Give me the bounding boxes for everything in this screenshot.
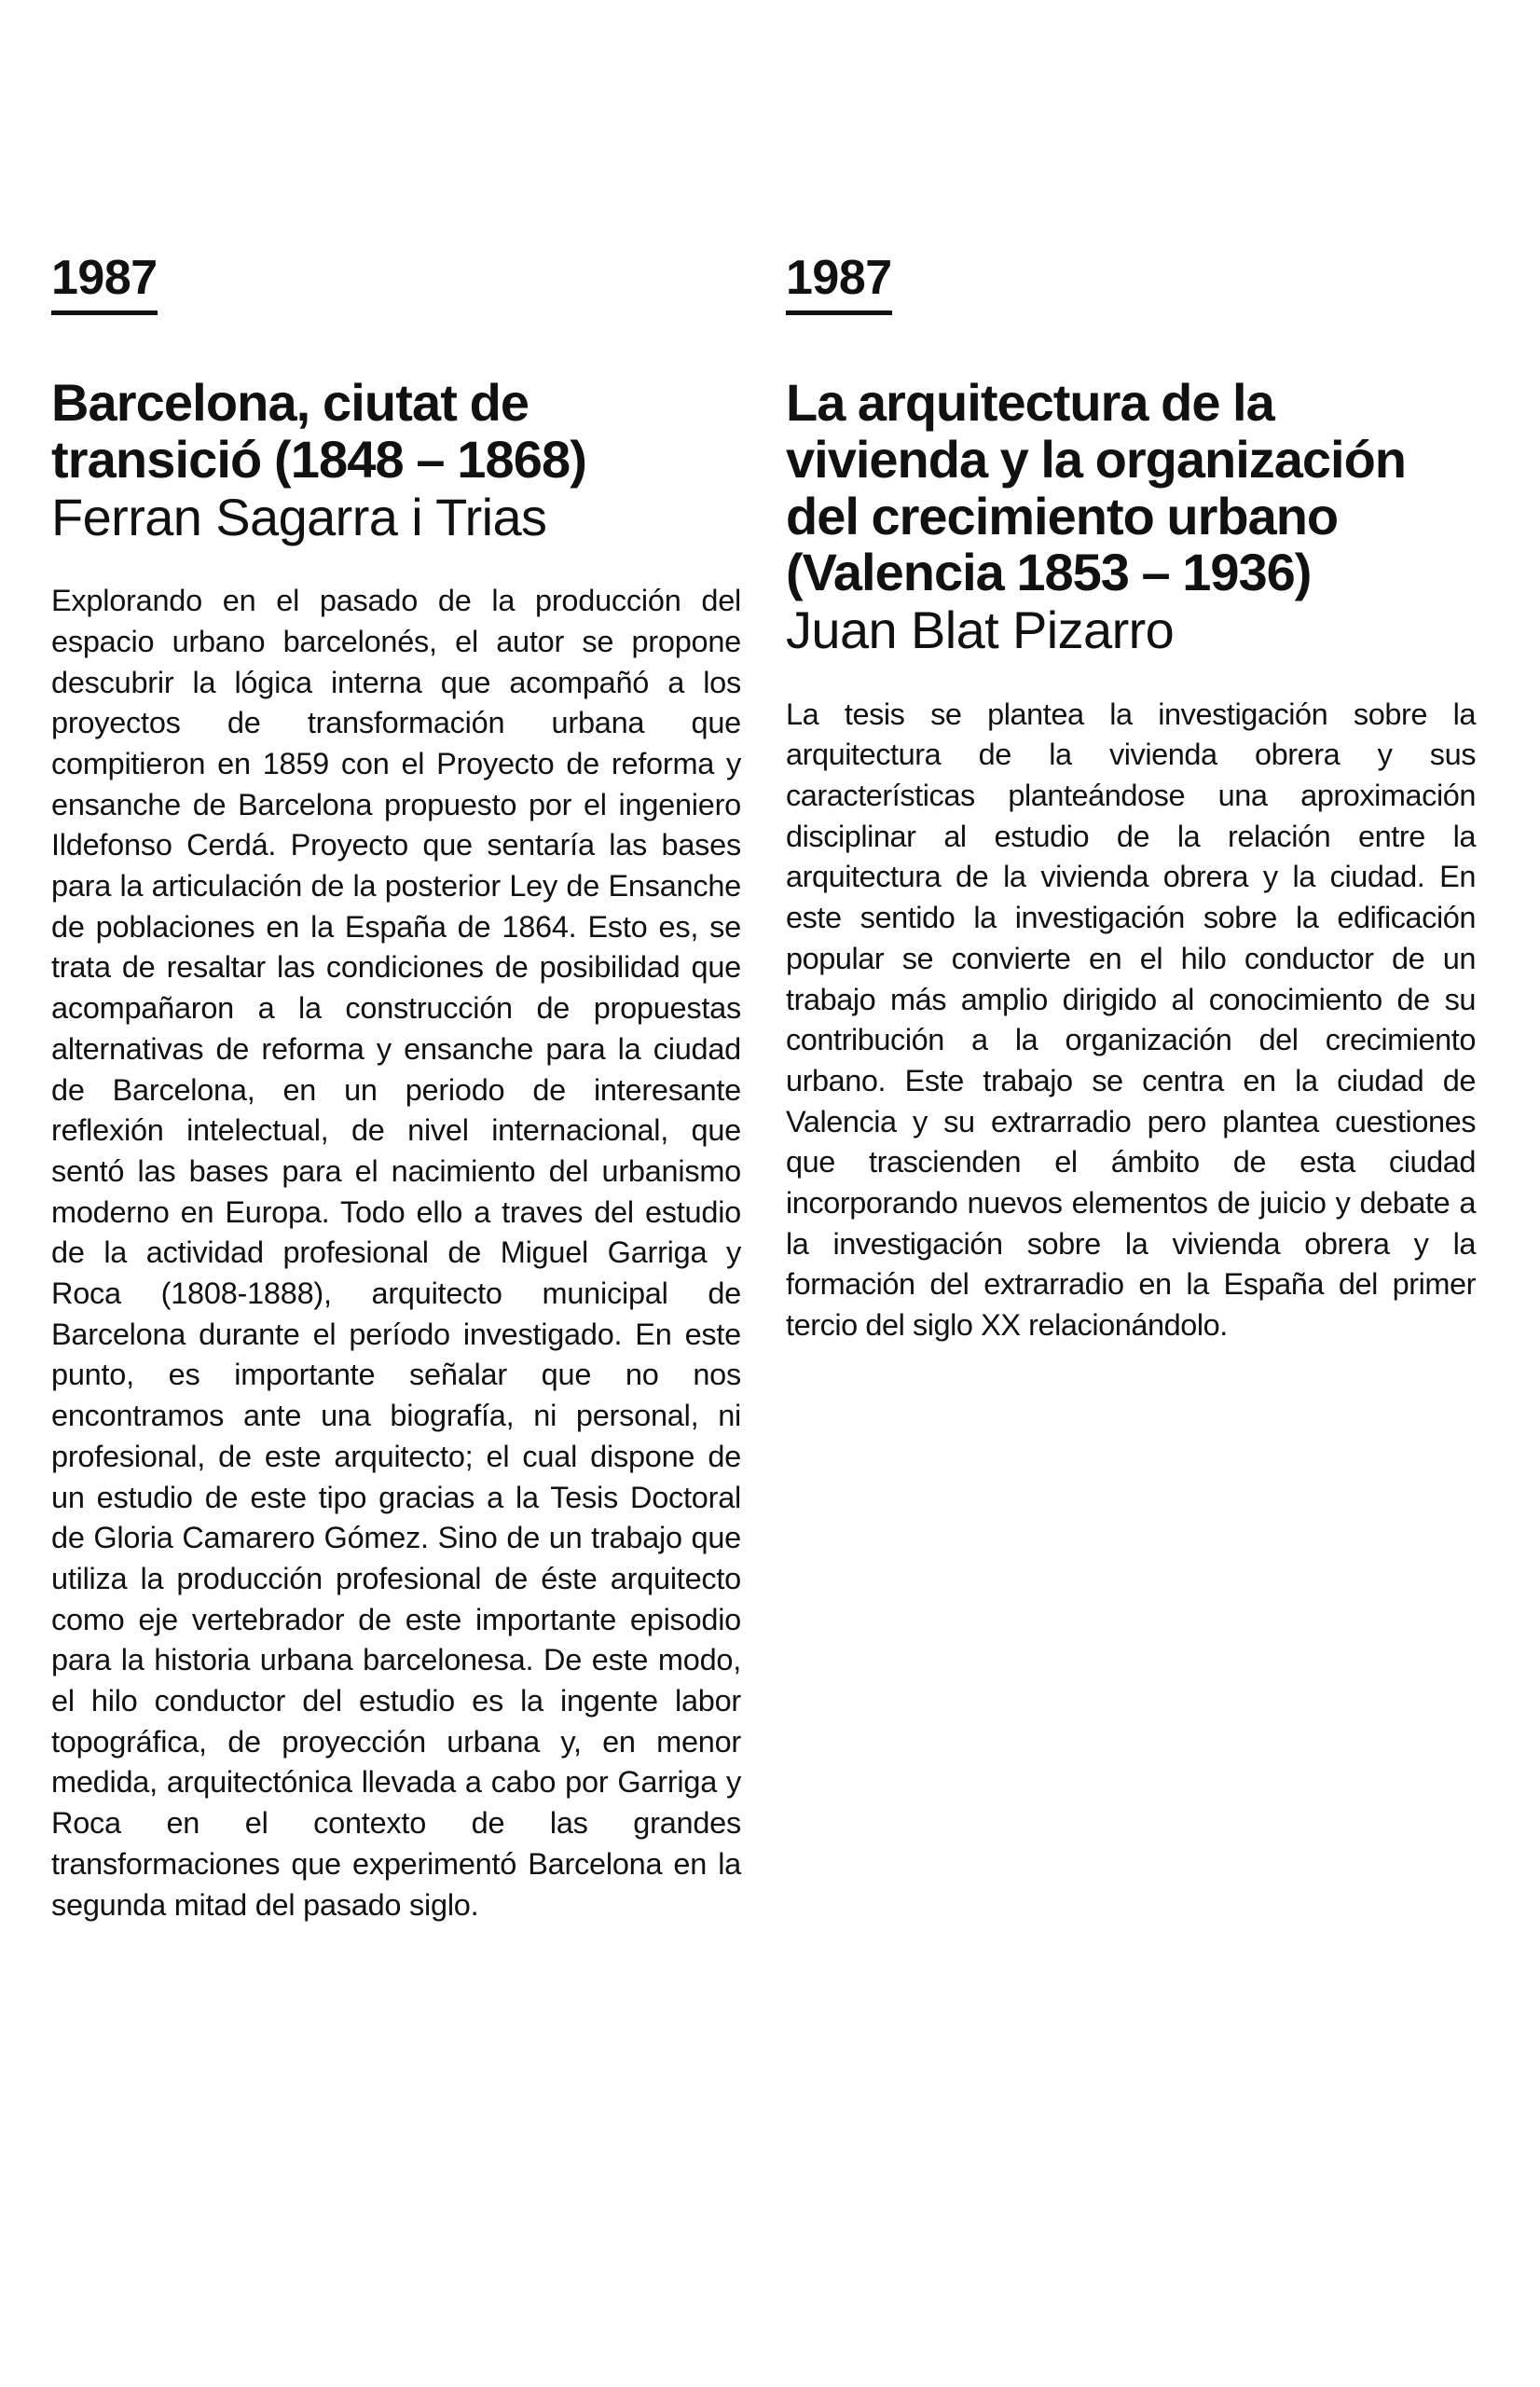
entry-abstract-left: Explorando en el pasado de la producción del espacio urbano barcelonés, el autor se propone descubrir la lógica interna que acompañó a los proyectos de transformación urbana que compitieron en 1859 con el Proyecto de reforma y ensanche de Barcelona propuesto por el ingeniero Ildefonso Cerdá. Proyecto que sentaría las bases para la articulación de la posterior Ley de Ensanche de poblaciones en la España de 1864. Esto es, se trata de resaltar las condiciones de posibilidad que acompañaron a la construcción de propuestas alternativas de reforma y ensanche para la ciudad de Barcelona, en un periodo de interesante reflexión intelectual, de nivel internacional, que sentó las bases para el nacimiento del urbanismo moderno en Europa. Todo ello a traves del estudio de la actividad profesional de Miguel Garriga y Roca (1808-1888), arquitecto municipal de Barcelona durante el período investigado. En este punto, es importante señalar que no nos encontramos ante una biografía, ni personal, ni profesional, de este arquitecto; el cual dispone de un estudio de este tipo gracias a la Tesis Doctoral de Gloria Camarero Gómez. Sino de un trabajo que utiliza la producción profesional de éste arquitecto como eje vertebrador de este importante episodio para la historia urbana barcelonesa. De este modo, el hilo conductor del estudio es la ingente labor topográfica, de proyección urbana y, en menor medida, arquitectónica llevada a cabo por Garriga y Roca en el contexto de las grandes transformaciones que experimentó Barcelona en la segunda mitad del pasado siglo.	[51, 584, 741, 1922]
entry-author-right: Juan Blat Pizarro	[786, 600, 1175, 659]
thesis-entry-right	[786, 251, 1476, 1346]
entry-title-left: Barcelona, ciutat de transició (1848 – 1868)	[51, 373, 586, 489]
entry-year-left: 1987	[51, 254, 158, 315]
entry-title-right: La arquitectura de la vivienda y la organización del crecimiento urbano (Valencia 1853 – 1936)	[786, 373, 1407, 602]
entry-author-left: Ferran Sagarra i Trias	[51, 487, 547, 546]
entry-year-right: 1987	[786, 254, 892, 315]
thesis-entry-left	[51, 251, 741, 1925]
two-column-layout	[51, 251, 1484, 1925]
entry-abstract-right: La tesis se plantea la investigación sobre la arquitectura de la vivienda obrera y sus características planteándose una aproximación disciplinar al estudio de la relación entre la arquitectura de la vivienda obrera y la ciudad. En este sentido la investigación sobre la edificación popular se convierte en el hilo conductor de un trabajo más amplio dirigido al conocimiento de su contribución a la organización del crecimiento urbano. Este trabajo se centra en la ciudad de Valencia y su extrarradio pero plantea cuestiones que trascienden el ámbito de esta ciudad incorporando nuevos elementos de juicio y debate a la investigación sobre la vivienda obrera y la formación del extrarradio en la España del primer tercio del siglo XX relacionándolo.	[786, 697, 1476, 1343]
